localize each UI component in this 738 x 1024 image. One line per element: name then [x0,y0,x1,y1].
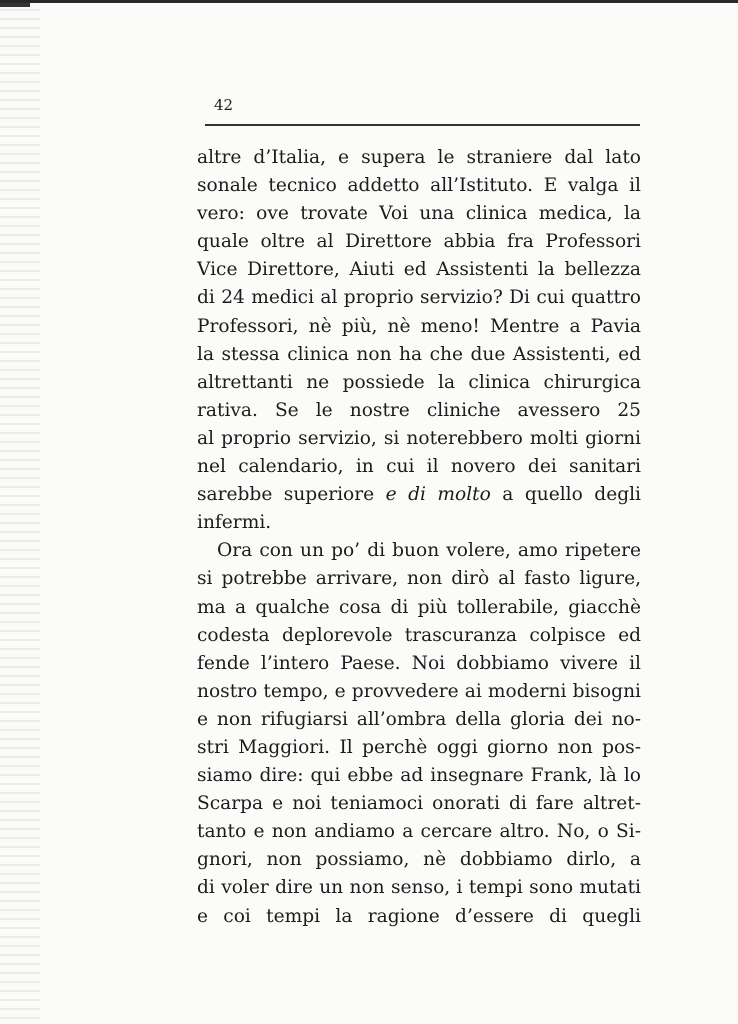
text-line: vero: ove trovate Voi una clinica medica, la [197,203,641,225]
text-line: Ora con un po’ di buon volere, amo ripetere [217,540,641,562]
text-span: sarebbe superiore [197,484,386,506]
text-line: di voler dire un non senso, i tempi sono mutati [197,877,641,899]
page-gutter [0,0,40,1024]
text-line: codesta deplorevole trascuranza colpisce ed [197,624,641,646]
text-line: rativa. Se le nostre cliniche avessero 25 [197,399,641,421]
body-text [197,144,641,931]
text-line: Scarpa e noi teniamoci onorati di fare altret- [197,793,641,815]
text-line: stri Maggiori. Il perchè oggi giorno non pos- [197,736,641,758]
emphasis-text: e di molto [385,484,491,506]
text-line: Professori, nè più, nè meno! Mentre a Pavia [197,315,641,337]
header-rule [205,124,640,126]
text-line: infermi. [197,512,272,534]
text-line: gnori, non possiamo, nè dobbiamo dirlo, a [197,849,641,871]
text-line: al proprio servizio, si noterebbero molti giorni [197,427,641,449]
text-line: e coi tempi la ragione d’essere di quegli [197,905,641,927]
text-line: tanto e non andiamo a cercare altro. No, o Si- [197,821,641,843]
text-line: di 24 medici al proprio servizio? Di cui quattro [197,287,641,309]
text-line: fende l’intero Paese. Noi dobbiamo vivere il [197,652,641,674]
text-line: ma a qualche cosa di più tollerabile, giacchè [197,596,641,618]
text-line [197,481,641,509]
text-line: nostro tempo, e provvedere ai moderni bisogni [197,680,641,702]
text-line: quale oltre al Direttore abbia fra Professori [197,231,641,253]
text-line: Vice Direttore, Aiuti ed Assistenti la bellezza [197,259,641,281]
text-line: altrettanti ne possiede la clinica chirurgica [197,371,641,393]
text-line: e non rifugiarsi all’ombra della gloria dei no- [197,708,641,730]
text-span: a quello degli [490,484,641,506]
scan-border [0,0,738,3]
text-line: nel calendario, in cui il novero dei sanitari [197,456,641,478]
text-line: altre d’Italia, e supera le straniere dal lato [197,147,641,168]
text-line: si potrebbe arrivare, non dirò al fasto ligure, [197,568,641,590]
text-line: siamo dire: qui ebbe ad insegnare Frank, là lo [197,765,641,787]
text-line: sonale tecnico addetto all’Istituto. E valga il [197,175,641,197]
page-number: 42 [214,96,234,114]
text-line: la stessa clinica non ha che due Assistenti, ed [197,343,641,365]
